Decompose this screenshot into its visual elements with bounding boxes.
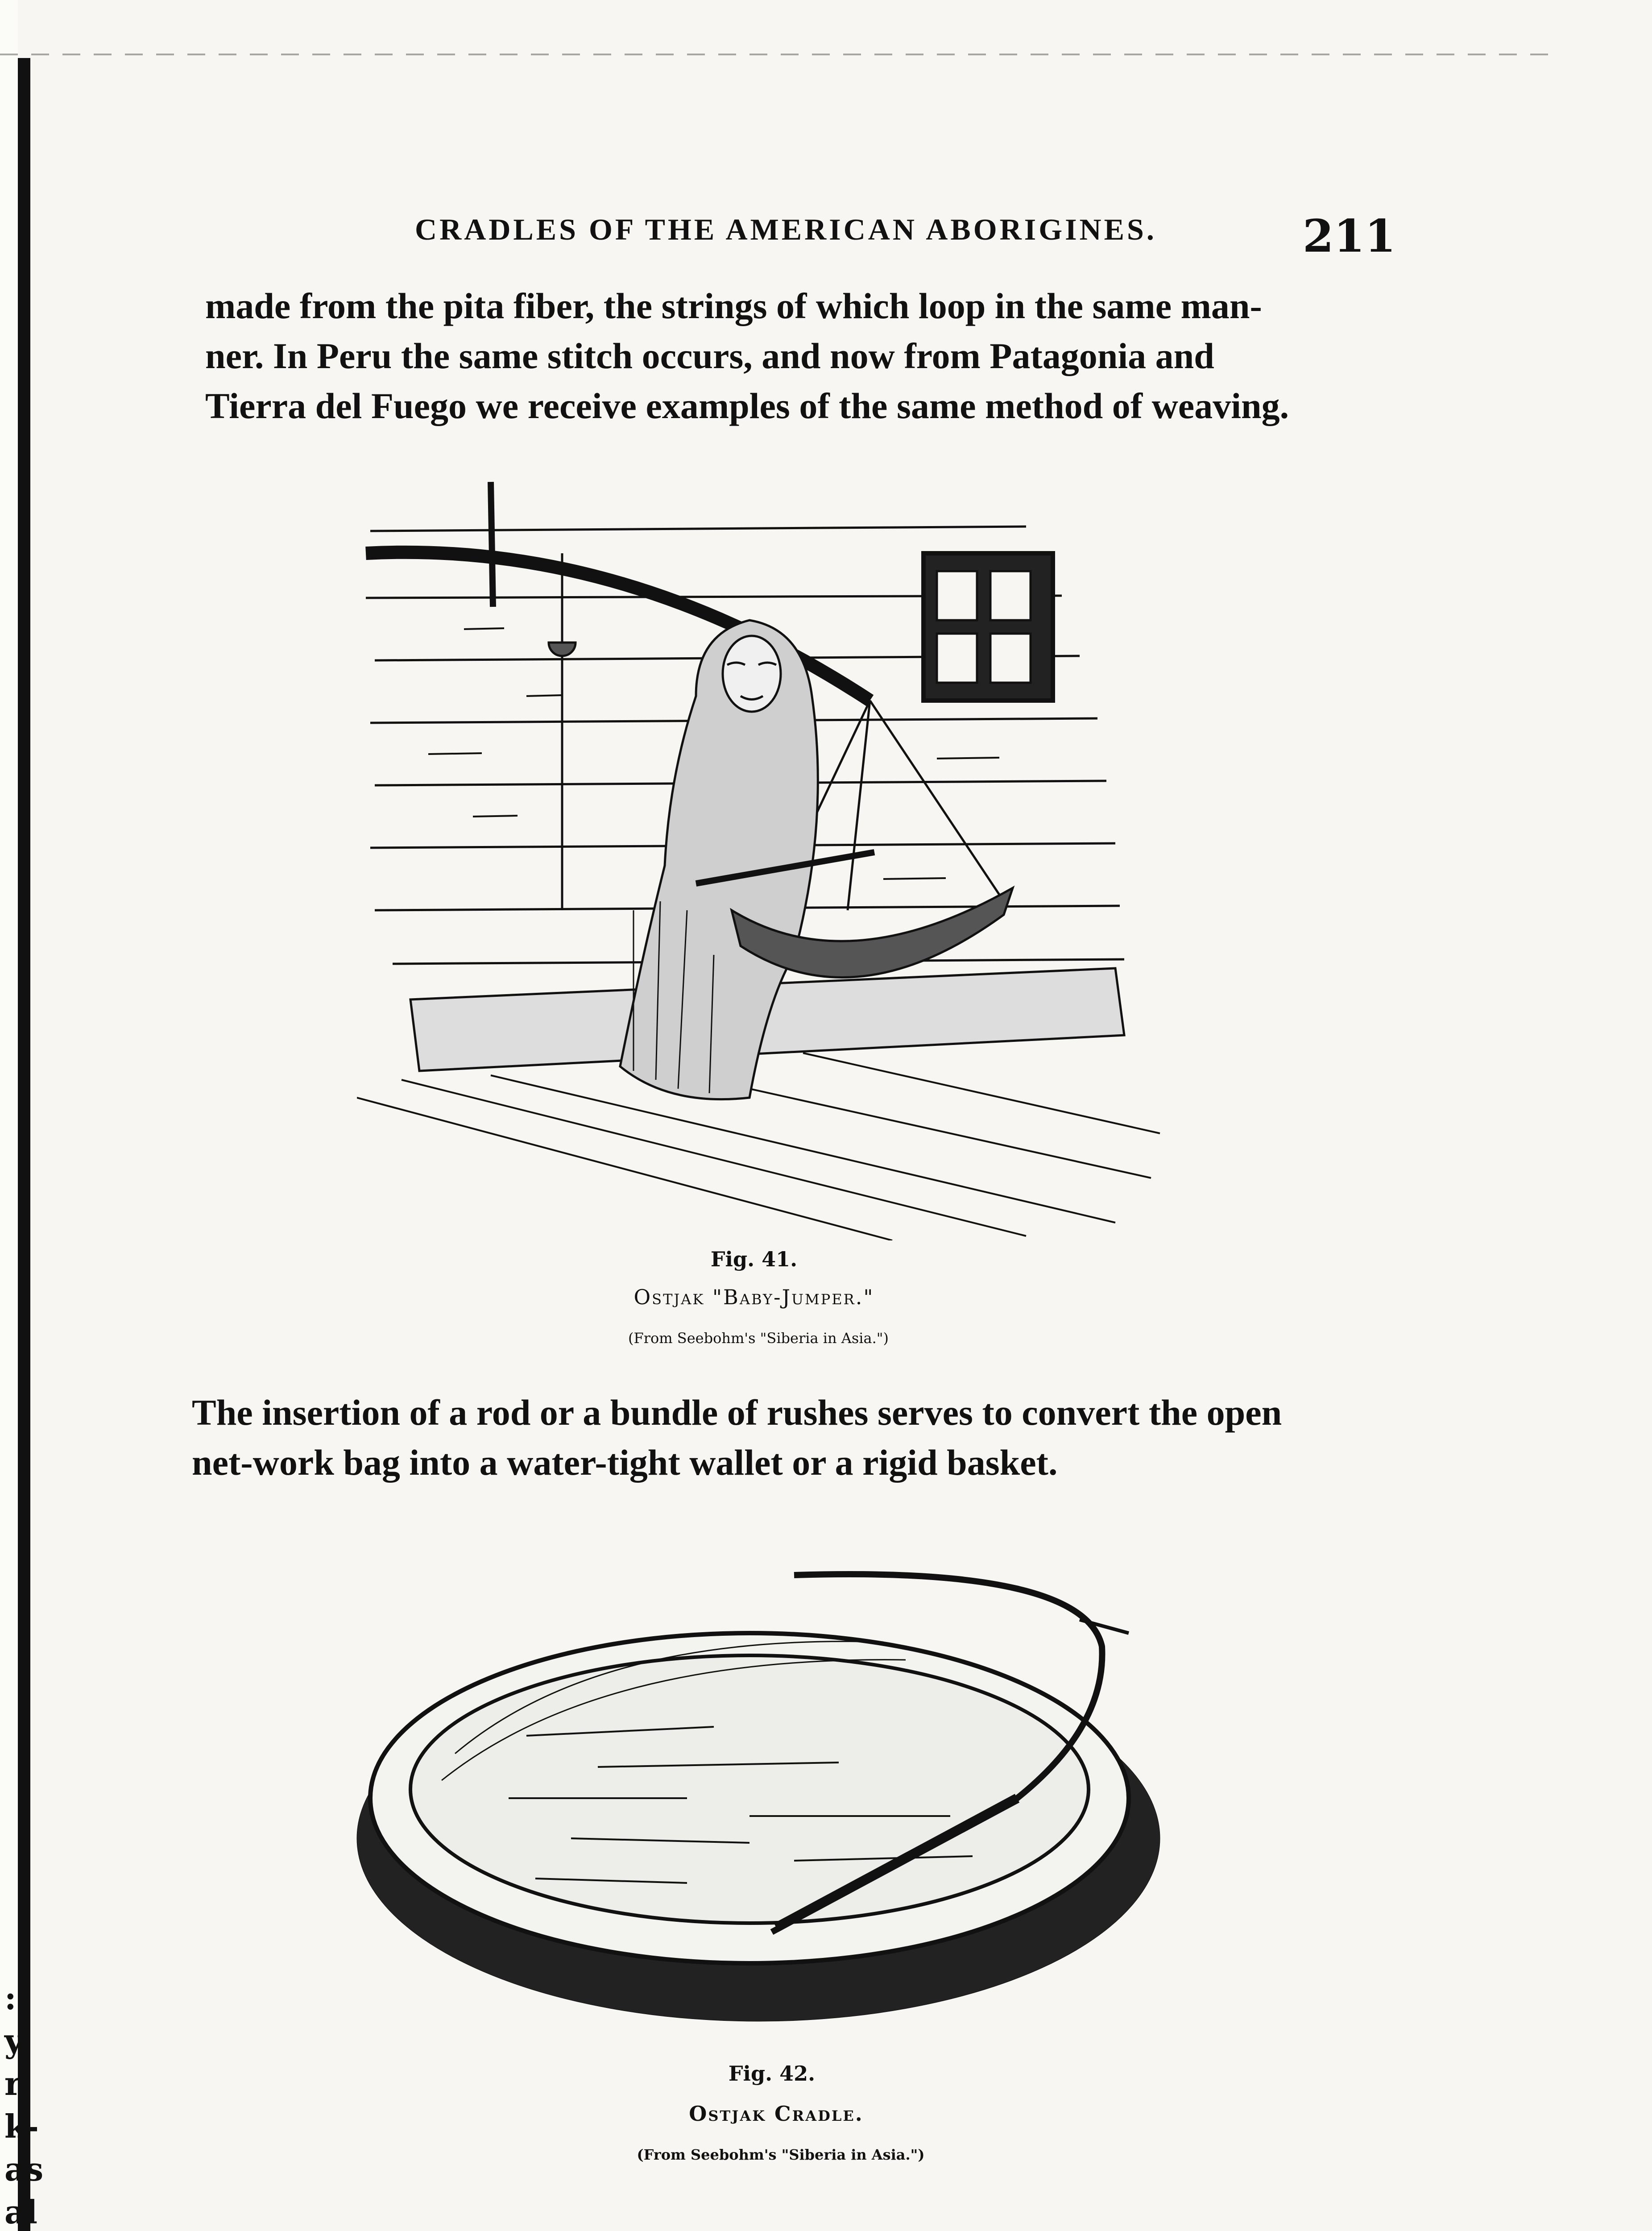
page-number: 211 <box>1303 210 1396 262</box>
figure-source: (From Seebohm's "Siberia in Asia.") <box>637 2146 925 2163</box>
figure-title: Ostjak "Baby-Jumper." <box>633 1285 874 1309</box>
figure-number: Fig. 42. <box>728 2061 816 2086</box>
text-line: ner. In Peru the same stitch occurs, and now from Patagonia and <box>205 336 1214 376</box>
text-line: The insertion of a rod or a bundle of rushes serves to convert the open <box>192 1392 1282 1433</box>
fig-42-illustration <box>348 1548 1227 2048</box>
text-line: Tierra del Fuego we receive examples of the same method of weaving. <box>205 386 1289 426</box>
page-edge <box>0 0 18 2231</box>
paragraph-1 <box>205 281 1383 431</box>
text-line: made from the pita fiber, the strings of which loop in the same man- <box>205 286 1262 326</box>
running-head: CRADLES OF THE AMERICAN ABORIGINES. <box>415 212 1157 246</box>
figure-source: (From Seebohm's "Siberia in Asia.") <box>628 1330 889 1347</box>
scan-artifact-top <box>0 54 1561 55</box>
figure-title: Ostjak Cradle. <box>689 2102 864 2126</box>
figure-number: Fig. 41. <box>710 1247 798 1271</box>
binding-shadow <box>18 58 30 2231</box>
text-line: net-work bag into a water-tight wallet or a rigid basket. <box>192 1442 1058 1483</box>
fig-41-illustration <box>357 464 1169 1240</box>
adjacent-page-fragments: :- y. r, k- as al <box>4 1979 44 2231</box>
paragraph-2 <box>192 1388 1387 1488</box>
